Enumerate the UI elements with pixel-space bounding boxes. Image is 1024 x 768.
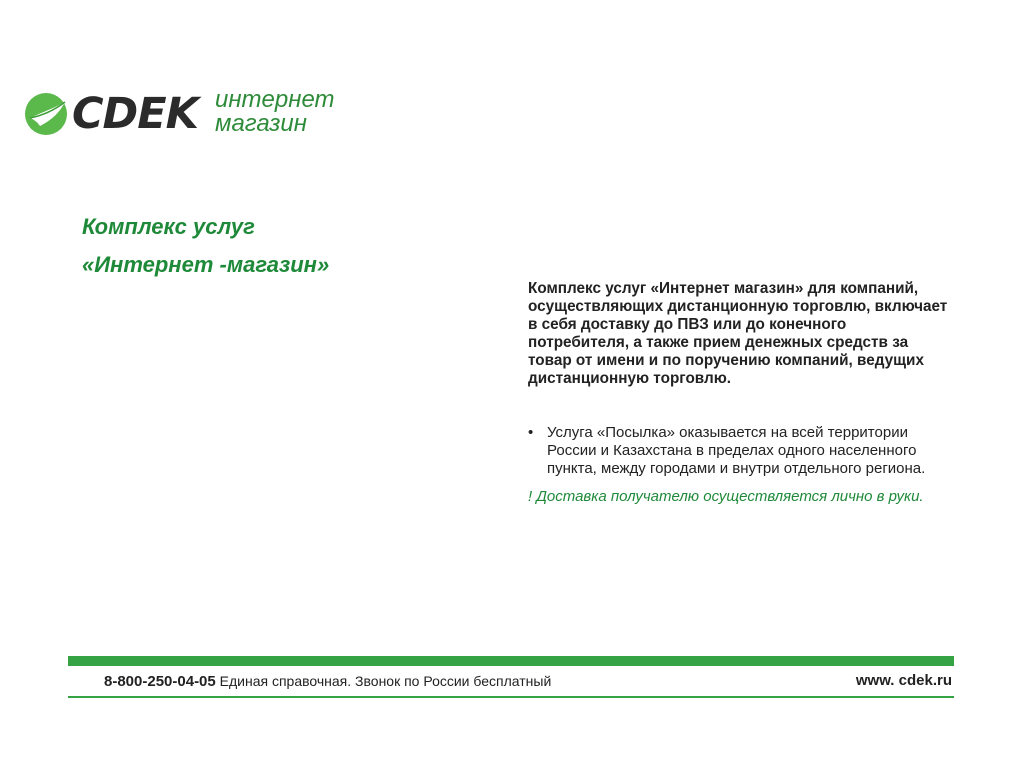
description-paragraph: Комплекс услуг «Интернет магазин» для компаний, осуществляющих дистанционную торговлю, включает в себя доставку до ПВЗ или до конечного потребителя, а также прием денежных средств за товар от имени и по поручению компаний, ведущих дистанционную торговлю. [528,280,948,387]
delivery-note: ! Доставка получателю осуществляется лично в руки. [528,488,924,505]
footer-divider [68,696,954,698]
bullet-item [528,424,948,478]
footer-contact [104,672,551,691]
page-title [82,208,329,284]
main-content [528,280,948,506]
logo-tagline-line2: магазин [215,110,307,137]
footer-green-bar [68,656,954,666]
bullet-marker: • [528,424,534,441]
logo-tagline-line1: интернет [215,86,335,113]
cdek-wordmark: CDEK [72,89,198,139]
footer-website: www. cdek.ru [855,672,952,689]
footer-info-text: Единая справочная. Звонок по России бесплатный [219,673,552,689]
footer-phone: 8-800-250-04-05 [104,673,216,690]
logo-tagline [215,88,335,136]
bullet-text: Услуга «Посылка» оказывается на всей территории России и Казахстана в пределах одного населенного пункта, между городами и внутри отдельного региона. [547,424,926,477]
page-title-line1: Комплекс услуг [82,214,255,239]
cdek-logo [24,88,354,140]
cdek-leaf-logo-icon [24,92,68,136]
page-title-line2: «Интернет -магазин» [82,252,330,277]
